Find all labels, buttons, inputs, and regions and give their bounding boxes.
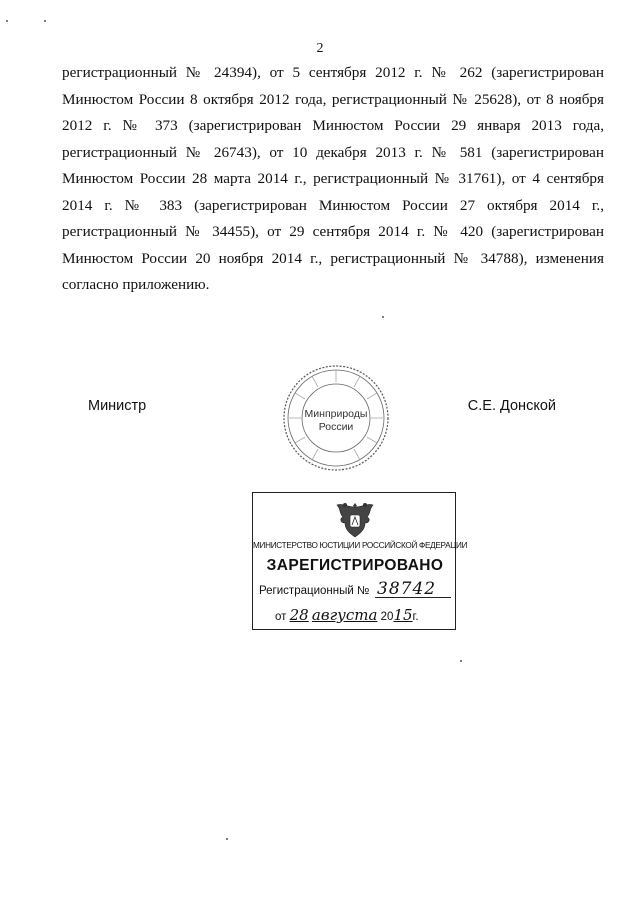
date-year-prefix: 20 bbox=[380, 611, 394, 623]
scan-speck bbox=[226, 838, 228, 840]
body-line: 2014 г. № 383 (зарегистрирован Минюстом России 27 октября 2014 г., bbox=[62, 196, 604, 214]
signature-name: С.Е. Донской bbox=[467, 398, 556, 414]
date-day: 28 bbox=[289, 606, 309, 624]
seal-text: Минприроды России bbox=[304, 408, 368, 433]
registration-stamp bbox=[252, 492, 468, 630]
registration-date bbox=[275, 606, 419, 624]
ministry-name: МИНИСТЕРСТВО ЮСТИЦИИ РОССИЙСКОЙ ФЕДЕРАЦИИ bbox=[253, 541, 468, 550]
date-year-unit: г. bbox=[412, 611, 419, 623]
date-month: августа bbox=[311, 606, 378, 624]
body-line: регистрационный № 26743), от 10 декабря 2013 г. № 581 (зарегистрирован bbox=[62, 143, 604, 161]
body-line: Минюстом России 8 октября 2012 года, регистрационный № 25628), от 8 ноября bbox=[62, 90, 604, 108]
signature-title: Министр bbox=[88, 398, 147, 414]
scan-speck bbox=[6, 20, 8, 22]
registration-number: 38742 bbox=[377, 579, 437, 599]
date-year-suffix: 15 bbox=[393, 606, 413, 624]
body-line: регистрационный № 34455), от 29 сентября 2014 г. № 420 (зарегистрирован bbox=[62, 223, 604, 240]
body-line: Минюстом России 20 ноября 2014 г., регистрационный № 34788), изменения bbox=[62, 249, 604, 267]
date-prefix: от bbox=[275, 611, 287, 623]
registered-label: ЗАРЕГИСТРИРОВАНО bbox=[266, 557, 444, 574]
body-line: 2012 г. № 373 (зарегистрирован Минюстом России 29 января 2013 года, bbox=[62, 117, 604, 134]
ministry-seal bbox=[276, 363, 396, 473]
scan-speck bbox=[44, 20, 46, 22]
scan-speck bbox=[460, 660, 462, 662]
body-line: согласно приложению. bbox=[62, 276, 210, 293]
registration-number-label: Регистрационный № bbox=[259, 585, 370, 597]
double-headed-eagle-icon bbox=[333, 499, 377, 539]
body-text bbox=[62, 60, 604, 299]
body-line: регистрационный № 24394), от 5 сентября 2012 г. № 262 (зарегистрирован bbox=[62, 64, 604, 81]
body-line: Минюстом России 28 марта 2014 г., регистрационный № 31761), от 4 сентября bbox=[62, 170, 604, 187]
scan-speck bbox=[382, 316, 384, 318]
page-number: 2 bbox=[316, 41, 324, 56]
